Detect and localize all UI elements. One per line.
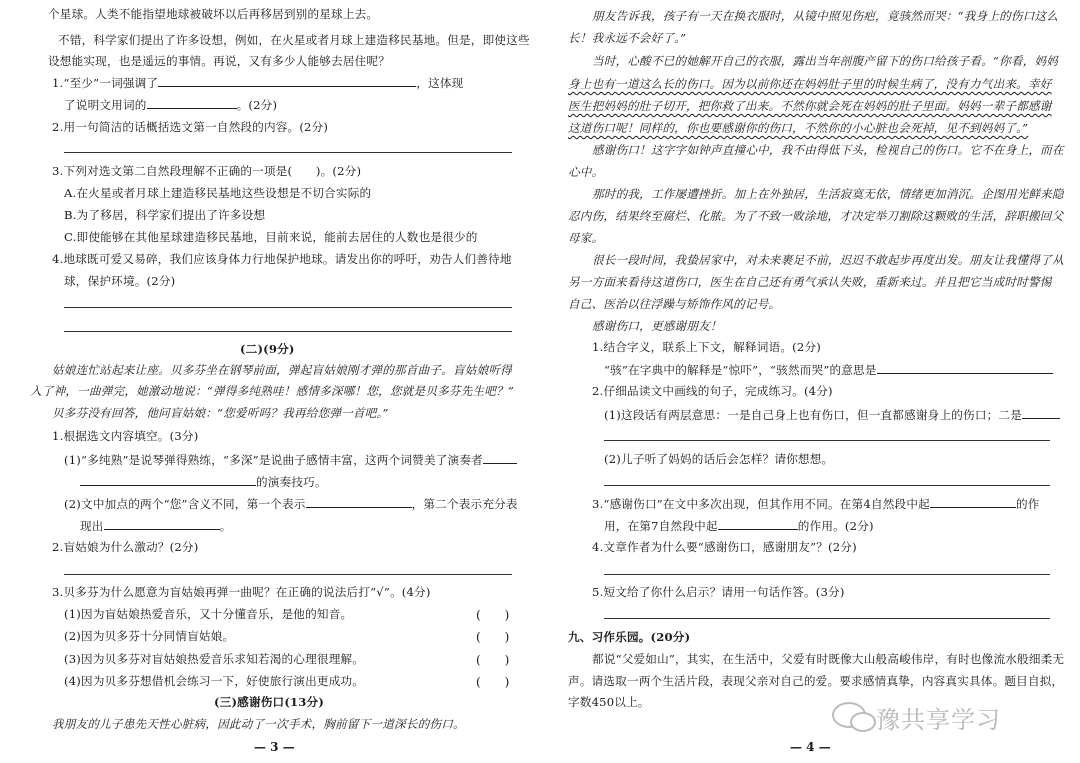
rq2a-text: (1)这段话有两层意思：一是自己身上也有伤口，但一直都感谢身上的伤口；二是 (604, 408, 1023, 422)
rq3-text-d: 的作用。(2分) (797, 519, 874, 533)
q3-option-a: A.在火星或者月球上建造移民基地这些设想是不切合实际的 (64, 186, 372, 200)
composition-line-2: 声。请选取一两个生活片段，表现父亲对自己的爱。要求感情真挚，内容真实具体。题目自拟， (568, 674, 1064, 688)
passage1-line-3: 设想能实现，也是遥远的事情。再说，又有多少人能够去居住呢？ (48, 54, 391, 68)
section-2-title: (二)(9分) (240, 342, 295, 356)
answer-blank[interactable] (306, 495, 412, 508)
composition-line-3: 字数450以上。 (568, 695, 650, 709)
page-number: — 4 — (790, 740, 831, 754)
s2-question-1a (64, 451, 517, 468)
q3-option-b: B.为了移居，科学家们提出了许多设想 (64, 208, 266, 222)
page-number: — 3 — (254, 740, 295, 754)
s2q1a-text-b: 的演奏技巧。 (256, 475, 327, 489)
q3-option-c: C.即使能够在其他星球建造移民基地，目前来说，能前去居住的人数也是很少的 (64, 230, 478, 244)
question-4-line-1: 4.地球既可爱又易碎，我们应该身体力行地保护地球。请发出你的呼吁，劝告人们善待地 (52, 252, 512, 266)
section-9-title: 九、习作乐园。(20分) (568, 630, 691, 644)
passage3-line: 那时的我，工作屡遭挫折。加上在外独居，生活寂寞无依，情绪更加消沉。企图用光鲜来隐 (592, 187, 1064, 201)
r-question-4: 4.文章作者为什么要“感谢伤口，感谢朋友”？(2分) (592, 540, 857, 554)
question-3: 3.下列对选文第二自然段理解不正确的一项是( )。(2分) (52, 164, 362, 178)
answer-blank[interactable] (1022, 406, 1060, 419)
s2-question-1b-cont (80, 517, 231, 534)
underlined-sentence: 身上也有一道这么长的伤口。因为以前你还在妈妈肚子里的时候生病了，没有力气出来。幸好 (568, 77, 1052, 91)
passage3-line: 很长一段时间，我蛰居家中，对未来裹足不前，迟迟不敢起步再度出发。朋友让我懂得了从 (592, 253, 1064, 267)
rq1a-text: “骇”在字典中的解释是“惊吓”，“骇然而哭”的意思是 (604, 363, 877, 377)
s2q1b-text-c: 现出 (80, 519, 104, 533)
r-question-2: 2.仔细品读文中画线的句子，完成练习。(4分) (592, 384, 833, 398)
answer-line[interactable] (64, 152, 512, 153)
s2q1b-text-d: 。 (219, 519, 232, 533)
passage3-line: 感谢伤口！这字字如钟声直撞心中，我不由得低下头，检视自己的伤口。它不在身上，而在 (592, 143, 1064, 157)
r-question-3 (592, 495, 1040, 512)
passage3-line: 长！我永远不会好了。” (568, 31, 687, 45)
q1-text-c: 了说明文用词的 (64, 98, 147, 112)
answer-line[interactable] (604, 574, 1050, 575)
passage3-first-line: 我朋友的儿子患先天性心脏病，因此动了一次手术，胸前留下一道深长的伤口。 (52, 717, 465, 731)
section-3-title: (三)感谢伤口(13分) (214, 695, 325, 709)
composition-line-1: 都说“父爱如山”，其实，在生活中，父爱有时既像大山般高峻伟岸，有时也像流水般细柔无 (592, 652, 1065, 666)
q1-text-b: ，这体现 (416, 76, 464, 90)
r-question-2b: (2)儿子听了妈妈的话后会怎样？请你想想。 (604, 452, 834, 466)
passage2-line-3: 贝多芬没有回答，他问盲姑娘：“您爱听吗？我再给您弹一首吧。” (52, 406, 389, 420)
s2-question-3: 3.贝多芬为什么愿意为盲姑娘再弹一曲呢？在正确的说法后打“√”。(4分) (52, 585, 431, 599)
passage3-line: 感谢伤口，更感谢朋友！ (592, 319, 722, 333)
s2q3-option-1: (1)因为盲姑娘热爱音乐，又十分懂音乐，是他的知音。 (64, 607, 353, 621)
r-question-2a (604, 406, 1060, 423)
s2q3-option-3: (3)因为贝多芬对盲姑娘热爱音乐求知若渴的心理很理解。 (64, 652, 365, 666)
wechat-logo-icon-2 (850, 712, 876, 732)
answer-line[interactable] (604, 618, 1050, 619)
answer-blank[interactable] (718, 517, 798, 530)
r-question-1: 1.结合字义，联系上下文，解释词语。(2分) (592, 340, 821, 354)
answer-blank[interactable] (104, 517, 220, 530)
answer-line[interactable] (604, 440, 1050, 441)
answer-line[interactable] (64, 331, 512, 332)
passage1-line-2: 不错，科学家们提出了许多设想，例如，在火星或者月球上建造移民基地。但是，即使这些 (58, 33, 530, 47)
s2q1b-text-a: (2)文中加点的两个“您”含义不同，第一个表示 (64, 497, 306, 511)
watermark-text: 豫共享学习 (876, 706, 1001, 734)
passage3-line: 自己、医治以往浮躁与矫饰作风的记号。 (568, 297, 781, 311)
s2-question-1b (64, 495, 518, 512)
rq3-text-a: 3.“感谢伤口”在文中多次出现，但其作用不同。在第4自然段中起 (592, 497, 930, 511)
s2-question-1a-cont (80, 473, 327, 490)
answer-line[interactable] (604, 485, 1050, 486)
answer-blank[interactable] (80, 473, 256, 486)
answer-line[interactable] (64, 307, 512, 308)
passage3-line: 心中。 (568, 165, 604, 179)
rq3-text-c: 用，在第7自然段中起 (604, 519, 718, 533)
s2q1a-text: (1)“多纯熟”是说琴弹得熟练，“多深”是说曲子感情丰富，这两个词赞美了演奏者 (64, 453, 483, 467)
right-page (540, 0, 1080, 763)
answer-paren[interactable]: ( ) (476, 630, 510, 644)
q1-text-a: 1.“至少”一词强调了 (52, 76, 159, 90)
r-question-5: 5.短文给了你什么启示？请用一句话作答。(3分) (592, 585, 845, 599)
question-4-line-2: 球，保护环境。(2分) (64, 274, 176, 288)
answer-blank[interactable] (877, 361, 1053, 374)
r-question-3-cont (604, 517, 874, 534)
passage2-line-1: 姑娘连忙站起来让座。贝多芬坐在钢琴前面，弹起盲姑娘刚才弹的那首曲子。盲姑娘听得 (52, 363, 512, 377)
answer-line[interactable] (64, 574, 512, 575)
s2q3-option-2: (2)因为贝多芬十分同情盲姑娘。 (64, 629, 235, 643)
s2q1b-text-b: ，第二个表示充分表 (411, 497, 518, 511)
question-2: 2.用一句简洁的话概括选文第一自然段的内容。(2分) (52, 120, 329, 134)
answer-blank[interactable] (158, 74, 416, 87)
passage3-line: 当时，心酸不已的她解开自己的衣服，露出当年剖腹产留下的伤口给孩子看。“你看，妈妈 (592, 54, 1059, 68)
underlined-sentence: 医生把妈妈的肚子切开，把你救了出来。不然你就会死在妈妈的肚子里面。妈妈一辈子都感谢 (568, 99, 1052, 113)
s2-question-2: 2.盲姑娘为什么激动？(2分) (52, 540, 199, 554)
passage1-line-1: 个星球。人类不能指望地球被破坏以后再移居到别的星球上去。 (48, 7, 379, 21)
answer-blank[interactable] (147, 96, 237, 109)
answer-blank[interactable] (930, 495, 1016, 508)
passage3-line: 忍内伤，结果终至腐烂、化脓。为了不致一败涂地，才决定举刀割除这颗败的生活，辞职搬回父 (568, 209, 1064, 223)
answer-paren[interactable]: ( ) (476, 653, 510, 667)
question-1-cont (64, 96, 277, 113)
r-question-1a (604, 361, 1053, 378)
answer-blank[interactable] (483, 451, 517, 464)
question-1 (52, 74, 463, 91)
passage2-line-2: 入了神，一曲弹完，她激动地说：“弹得多纯熟哇！感情多深哪！您，您就是贝多芬先生吧？” (30, 384, 515, 398)
passage3-line: 母家。 (568, 231, 604, 245)
s2q3-option-4: (4)因为贝多芬想借机会练习一下，好使旅行演出更成功。 (64, 674, 365, 688)
underlined-sentence: 这道伤口呢！同样的，你也要感谢你的伤口，不然你的小心脏也会死掉，见不到妈妈了。” (568, 121, 1029, 135)
passage3-line: 另一方面来看待这道伤口，医生在自己还有勇气承认失败，重新来过。并且把它当成时时警惕 (568, 275, 1052, 289)
passage3-line: 朋友告诉我，孩子有一天在换衣服时，从镜中照见伤疤，竟骇然而哭：“我身上的伤口这么 (592, 9, 1059, 23)
rq3-text-b: 的作 (1015, 497, 1040, 511)
q1-text-d: 。(2分) (236, 98, 278, 112)
answer-paren[interactable]: ( ) (476, 608, 510, 622)
s2-question-1: 1.根据选文内容填空。(3分) (52, 429, 199, 443)
answer-paren[interactable]: ( ) (476, 675, 510, 689)
